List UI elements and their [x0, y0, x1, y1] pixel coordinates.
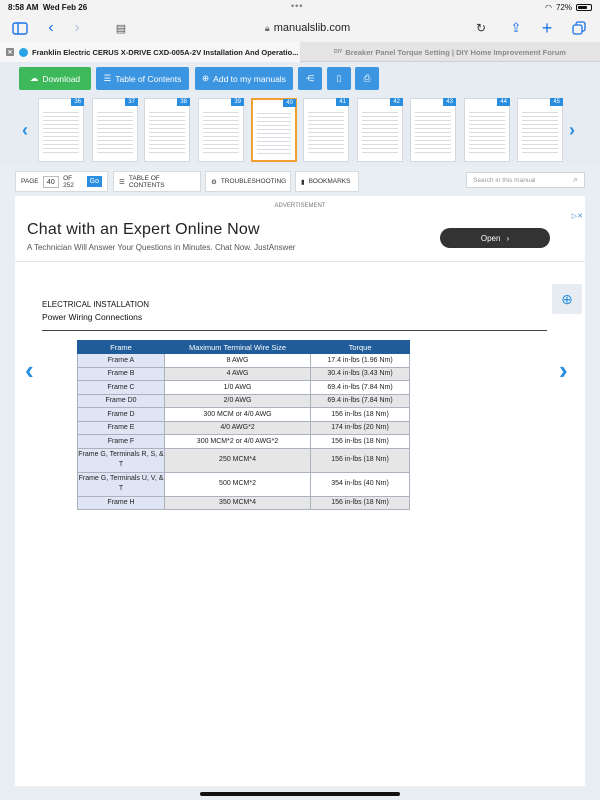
wire-size-cell: 4/0 AWG*2 [165, 421, 311, 435]
page-thumbnail[interactable] [464, 98, 510, 162]
thumbnail-preview [469, 109, 505, 155]
cloud-download-icon: ☁ [29, 73, 39, 83]
page-thumbnail[interactable] [144, 98, 190, 162]
print-icon: ⎙ [363, 73, 371, 83]
frame-cell: Frame D [78, 408, 165, 422]
subsection-title: Power Wiring Connections [42, 312, 143, 322]
frame-cell: Frame C [78, 381, 165, 395]
wifi-icon: ◠ [545, 3, 552, 12]
page-thumbnail[interactable] [92, 98, 138, 162]
frame-cell: Frame G, Terminals R, S, & T [78, 448, 165, 472]
close-tab-icon[interactable]: ✕ [7, 49, 13, 56]
wire-size-cell: 300 MCM or 4/0 AWG [165, 408, 311, 422]
torque-cell: 156 in-lbs (18 Nm) [311, 408, 410, 422]
gears-icon: ⚙ [211, 178, 217, 186]
list-icon: ☰ [119, 178, 125, 186]
section-title: ELECTRICAL INSTALLATION [42, 300, 149, 309]
thumbnail-preview [308, 109, 344, 155]
table-row [78, 367, 410, 381]
wire-size-cell: 2/0 AWG [165, 394, 311, 408]
frame-cell: Frame A [78, 354, 165, 368]
column-header: Maximum Terminal Wire Size [165, 341, 311, 354]
page-input[interactable]: 40 [43, 176, 59, 188]
page-thumbnail[interactable] [517, 98, 563, 162]
thumbnail-page-number: 44 [497, 98, 510, 106]
torque-cell: 156 in-lbs (18 Nm) [311, 435, 410, 449]
page-thumbnail[interactable] [38, 98, 84, 162]
column-header: Torque [311, 341, 410, 354]
thumbnail-preview [43, 109, 79, 155]
ad-open-button[interactable]: Open › [440, 228, 550, 248]
wire-size-cell: 4 AWG [165, 367, 311, 381]
frame-cell: Frame D0 [78, 394, 165, 408]
torque-cell: 156 in-lbs (18 Nm) [311, 448, 410, 472]
thumbnail-page-number: 39 [231, 98, 244, 106]
status-bar [0, 0, 600, 14]
toc-tab[interactable]: ☰ TABLE OF CONTENTS [113, 171, 201, 192]
thumbnail-page-number: 45 [550, 98, 563, 106]
thumbnail-page-number: 41 [336, 98, 349, 106]
zoom-in-button[interactable] [552, 284, 582, 314]
divider [42, 330, 547, 331]
table-row [78, 496, 410, 510]
status-right [545, 3, 592, 12]
wire-size-cell: 8 AWG [165, 354, 311, 368]
bookmarks-tab[interactable]: ▮ BOOKMARKS [295, 171, 359, 192]
download-button[interactable]: ☁ Download [19, 67, 91, 90]
new-tab-icon[interactable]: + [541, 17, 553, 38]
ad-close-icon[interactable]: ▷✕ [571, 213, 583, 220]
page-thumbnail[interactable] [251, 98, 297, 162]
table-row [78, 421, 410, 435]
tabs-overview-icon[interactable] [570, 18, 588, 38]
manual-page [15, 196, 585, 786]
thumbnail-preview [415, 109, 451, 155]
ad-title[interactable]: Chat with an Expert Online Now [27, 221, 260, 238]
zoom-in-icon: ⊕ [561, 290, 573, 307]
torque-cell: 354 in-lbs (40 Nm) [311, 472, 410, 496]
table-row [78, 472, 410, 496]
tab-manualslib[interactable] [0, 42, 300, 62]
chevron-right-icon: › [506, 233, 510, 243]
tab-title: Franklin Electric CERUS X-DRIVE CXD-005A-2V Installation And Operatio... [32, 47, 299, 57]
print-button[interactable] [355, 67, 379, 90]
table-row [78, 435, 410, 449]
list-icon: ☰ [103, 73, 112, 83]
wire-size-cell: 250 MCM*4 [165, 448, 311, 472]
table-row [78, 381, 410, 395]
manualslib-favicon [19, 48, 28, 57]
torque-table [77, 340, 410, 510]
torque-cell: 156 in-lbs (18 Nm) [311, 496, 410, 510]
battery-percent: 72% [555, 3, 572, 12]
ad-label: ADVERTISEMENT [274, 203, 326, 209]
thumbnail-preview [97, 109, 133, 155]
thumbnail-page-number: 36 [71, 98, 84, 106]
manual-toolbar [0, 62, 600, 94]
table-of-contents-button[interactable]: ☰ Table of Contents [96, 67, 189, 90]
wire-size-cell: 300 MCM*2 or 4/0 AWG*2 [165, 435, 311, 449]
bookmark-icon: ▮ [301, 178, 305, 186]
thumbnail-preview [522, 109, 558, 155]
forward-icon[interactable]: › [74, 19, 80, 36]
home-indicator[interactable] [200, 792, 400, 796]
frame-cell: Frame F [78, 435, 165, 449]
torque-cell: 17.4 in-lbs (1.96 Nm) [311, 354, 410, 368]
frame-cell: Frame B [78, 367, 165, 381]
page-thumbnail[interactable] [198, 98, 244, 162]
frame-cell: Frame E [78, 421, 165, 435]
browser-nav-bar [0, 14, 600, 42]
torque-cell: 69.4 in-lbs (7.84 Nm) [311, 381, 410, 395]
ad-subtitle: A Technician Will Answer Your Questions in Minutes. Chat Now. JustAnswer [27, 243, 296, 252]
url-text: manualslib.com [273, 22, 351, 34]
search-icon[interactable]: ⌕ [572, 174, 578, 184]
thumbnail-strip [0, 94, 600, 166]
table-row [78, 354, 410, 368]
thumbnail-page-number: 37 [125, 98, 138, 106]
reload-icon[interactable]: ↻ [475, 21, 487, 35]
search-input[interactable]: Search in this manual ⌕ [466, 172, 585, 188]
torque-cell: 174 in-lbs (20 Nm) [311, 421, 410, 435]
address-bar[interactable] [120, 17, 495, 39]
thumbnail-page-number: 42 [390, 98, 403, 106]
reader-icon[interactable]: ▤ [115, 22, 127, 35]
share-icon[interactable]: ⇪ [510, 20, 522, 35]
tab-title: Breaker Panel Torque Setting | DIY Home Improvement Forum [345, 47, 566, 57]
next-page-icon[interactable]: › [559, 355, 568, 385]
table-row [78, 408, 410, 422]
thumbnail-preview [362, 109, 398, 155]
thumbnail-page-number: 43 [443, 98, 456, 106]
battery-icon [576, 4, 592, 11]
share-button[interactable] [298, 67, 322, 90]
frame-cell: Frame H [78, 496, 165, 510]
thumbnail-preview [257, 110, 291, 154]
bookmark-icon: ▯ [336, 73, 342, 83]
page-navigation [15, 171, 585, 192]
thumbnail-page-number: 40 [283, 99, 296, 107]
sidebar-icon[interactable] [10, 18, 30, 38]
page-thumbnail[interactable] [410, 98, 456, 162]
prev-page-icon[interactable]: ‹ [25, 355, 34, 385]
back-icon[interactable]: ‹ [48, 19, 54, 36]
thumbs-prev-icon[interactable]: ‹ [22, 120, 28, 140]
wire-size-cell: 500 MCM*2 [165, 472, 311, 496]
go-button[interactable]: Go [87, 176, 102, 187]
wire-size-cell: 1/0 AWG [165, 381, 311, 395]
page-thumbnail[interactable] [303, 98, 349, 162]
thumbnail-page-number: 38 [177, 98, 190, 106]
ad-banner[interactable] [15, 212, 585, 262]
thumbnail-preview [149, 109, 185, 155]
diy-favicon: DIY [334, 49, 343, 55]
lock-icon: 🔒︎ [264, 22, 270, 33]
plus-circle-icon: ⊕ [202, 73, 210, 83]
wire-size-cell: 350 MCM*4 [165, 496, 311, 510]
bookmark-button[interactable] [327, 67, 351, 90]
multitask-dots[interactable]: ••• [291, 1, 304, 11]
torque-cell: 69.4 in-lbs (7.84 Nm) [311, 394, 410, 408]
troubleshooting-tab[interactable]: ⚙ TROUBLESHOOTING [205, 171, 291, 192]
table-header-row [78, 341, 410, 354]
thumbnail-preview [203, 109, 239, 155]
thumbs-next-icon[interactable]: › [569, 120, 575, 140]
table-row [78, 394, 410, 408]
browser-tabs [0, 42, 600, 62]
tab-diy-forum[interactable] [300, 42, 600, 62]
torque-cell: 30.4 in-lbs (3.43 Nm) [311, 367, 410, 381]
status-time: 8:58 AM Wed Feb 26 [8, 3, 88, 12]
add-to-my-manuals-button[interactable]: ⊕ Add to my manuals [195, 67, 293, 90]
page-selector: PAGE 40 OF 252 Go [15, 171, 108, 192]
column-header: Frame [78, 341, 165, 354]
share-icon: ⋲ [305, 73, 315, 83]
frame-cell: Frame G, Terminals U, V, & T [78, 472, 165, 496]
table-row [78, 448, 410, 472]
page-thumbnail[interactable] [357, 98, 403, 162]
